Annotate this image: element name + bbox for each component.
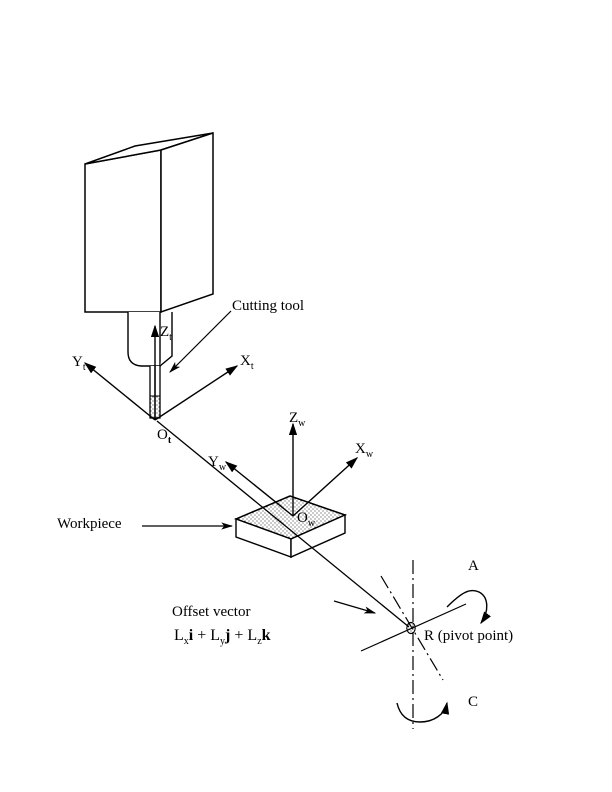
workpiece-z-axis-letter: Z — [289, 410, 299, 426]
label-tool-y-axis — [72, 355, 86, 374]
label-offset-formula — [174, 628, 271, 648]
offset-lx-coefficient: L — [174, 627, 184, 644]
label-workpiece-y-axis — [208, 455, 226, 474]
label-workpiece-origin — [297, 511, 315, 530]
workpiece-y-axis-letter: Y — [208, 454, 219, 470]
label-tool-z-axis — [160, 325, 172, 344]
offset-k-unit-vector: k — [261, 627, 271, 644]
workpiece-origin-letter: O — [297, 510, 308, 526]
label-tool-x-axis — [240, 354, 254, 373]
label-workpiece-z-axis — [289, 411, 305, 430]
tool-origin-letter: O — [157, 427, 168, 443]
offset-ly-subscript: y — [220, 636, 226, 648]
workpiece-origin-subscript: w — [307, 518, 316, 529]
cutting-tool-leader — [170, 311, 231, 372]
offset-plus-1: + — [197, 627, 207, 644]
offset-lx-subscript: x — [183, 636, 189, 648]
label-cutting-tool: Cutting tool — [232, 298, 305, 314]
label-offset-vector: Offset vector — [172, 604, 251, 620]
c-rotation-arrow — [397, 703, 447, 722]
tool-y-axis-subscript: t — [82, 362, 86, 373]
a-rotation-arrow — [447, 591, 487, 623]
tool-x-axis-letter: X — [240, 353, 251, 369]
spindle-head — [85, 133, 213, 312]
workpiece-z-axis-subscript: w — [298, 418, 306, 429]
label-tool-origin — [157, 428, 171, 447]
offset-ly-coefficient: L — [210, 627, 221, 644]
label-workpiece-x-axis — [355, 442, 373, 461]
workpiece-y-axis-subscript: w — [218, 462, 227, 473]
label-workpiece: Workpiece — [57, 516, 122, 532]
workpiece-block — [236, 496, 345, 557]
offset-lz-subscript: z — [257, 636, 262, 648]
label-rotary-axis-c: C — [468, 694, 479, 710]
offset-lz-coefficient: L — [247, 627, 258, 644]
tool-origin-subscript: t — [167, 435, 172, 446]
offset-i-unit-vector: i — [188, 627, 194, 644]
offset-plus-2: + — [234, 627, 244, 644]
offset-vector-leader — [334, 601, 375, 613]
tool-z-axis-subscript: t — [169, 332, 172, 343]
label-pivot-point: R (pivot point) — [424, 628, 514, 644]
offset-j-unit-vector: j — [225, 627, 231, 644]
workpiece-x-axis-subscript: w — [365, 449, 374, 460]
workpiece-x-axis-letter: X — [355, 441, 366, 457]
label-rotary-axis-a: A — [468, 558, 479, 574]
tool-z-axis-letter: Z — [160, 324, 170, 340]
tool-y-axis-letter: Y — [72, 354, 83, 370]
tool-x-axis-subscript: t — [250, 361, 254, 372]
